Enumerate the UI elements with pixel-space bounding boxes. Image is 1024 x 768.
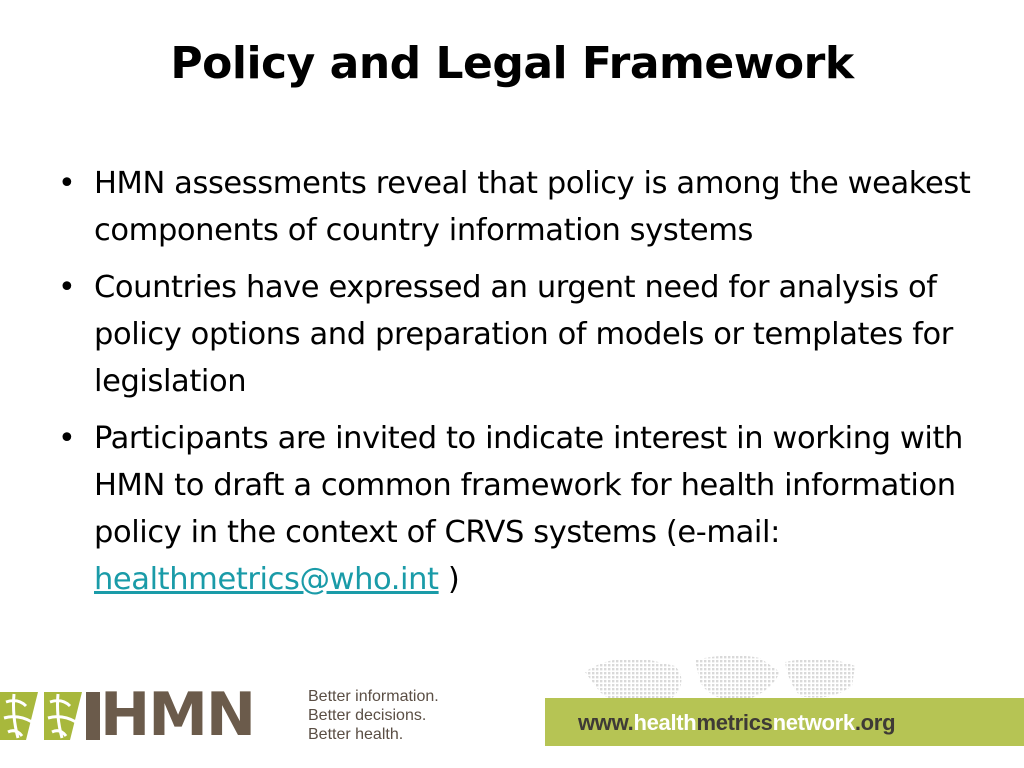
bullet-text: Participants are invited to indicate interest in working with HMN to draft a common framework for health information policy in the context of CRVS systems (e-mail: bbox=[94, 421, 963, 550]
bullet-item bbox=[58, 160, 978, 254]
tagline bbox=[308, 687, 439, 744]
url-part: metrics bbox=[696, 710, 773, 735]
tagline-line: Better information. bbox=[308, 688, 439, 705]
hmn-logo-text: HMN bbox=[100, 680, 255, 750]
bullet-text: Countries have expressed an urgent need for analysis of policy options and preparation of models or templates for legislation bbox=[94, 270, 953, 399]
bullet-dot-icon: • bbox=[58, 270, 76, 305]
website-url bbox=[578, 710, 895, 736]
url-part: www. bbox=[578, 710, 634, 735]
tagline-line: Better health. bbox=[308, 726, 404, 743]
url-part: .org bbox=[854, 710, 896, 735]
bullet-dot-icon: • bbox=[58, 166, 76, 201]
tagline-line: Better decisions. bbox=[308, 707, 427, 724]
slide-title: Policy and Legal Framework bbox=[170, 38, 854, 89]
bullet-dot-icon: • bbox=[58, 421, 76, 456]
bullet-item bbox=[58, 415, 978, 603]
bullet-text-end: ) bbox=[438, 562, 460, 597]
url-part: network bbox=[772, 710, 855, 735]
bullet-list bbox=[58, 160, 978, 613]
url-part: health bbox=[633, 710, 697, 735]
hmn-logo-icon bbox=[0, 688, 100, 744]
bullet-text: HMN assessments reveal that policy is among the weakest components of country information systems bbox=[94, 166, 971, 248]
bullet-item bbox=[58, 264, 978, 405]
email-link[interactable]: healthmetrics@who.int bbox=[94, 562, 439, 597]
